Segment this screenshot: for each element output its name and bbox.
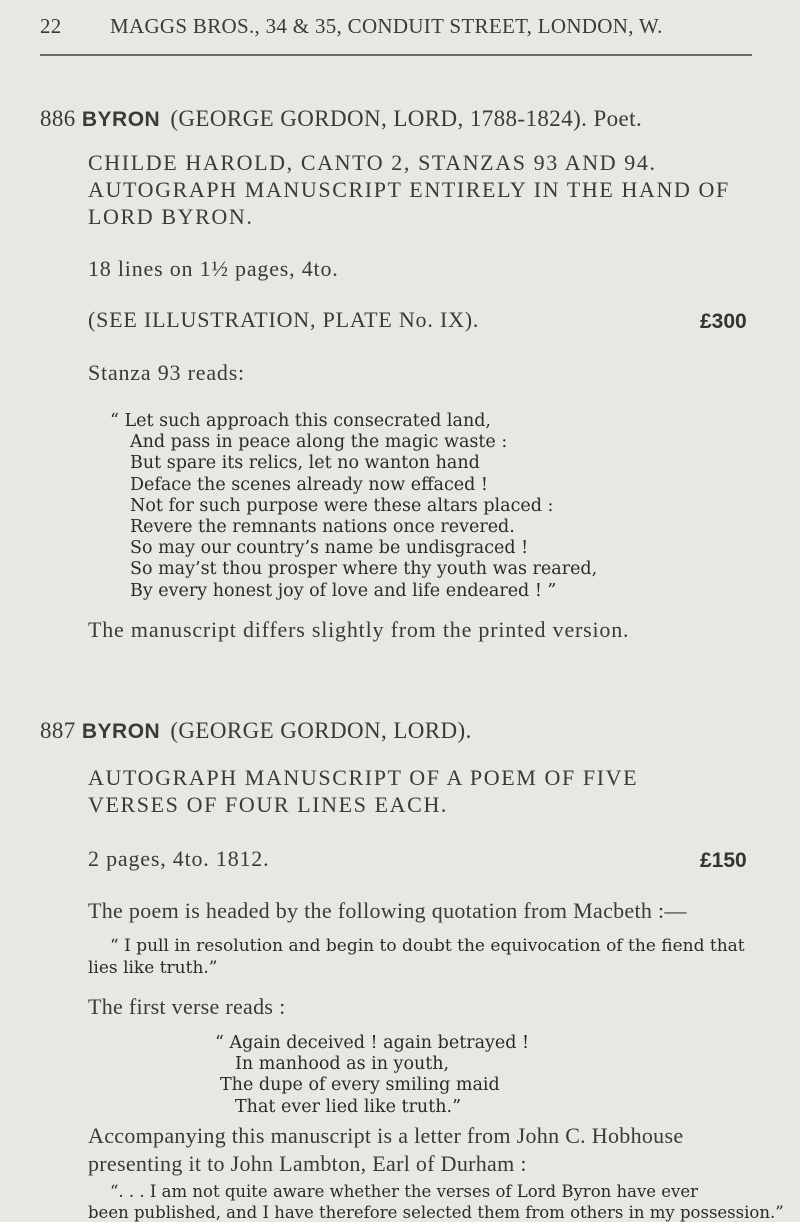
verse-line: And pass in peace along the magic waste : <box>130 432 508 453</box>
verse-line: The dupe of every smiling maid <box>220 1075 500 1096</box>
verse-line: Revere the remnants nations once revered. <box>130 517 515 538</box>
lot-886-intro: Stanza 93 reads: <box>88 360 245 385</box>
lot-887-letter-line-1: “. . . I am not quite aware whether the verses of Lord Byron have ever <box>110 1182 699 1201</box>
verse-line: In manhood as in youth, <box>235 1054 450 1075</box>
lot-886-title-line-1: CHILDE HAROLD, CANTO 2, STANZAS 93 AND 94. <box>88 150 657 175</box>
lot-886-illustration-note: (SEE ILLUSTRATION, PLATE No. IX). <box>88 307 480 332</box>
lot-887-quotation-line-2: lies like truth.” <box>88 958 218 978</box>
lot-author: BYRON <box>81 108 161 131</box>
verse-line: “ Again deceived ! again betrayed ! <box>215 1033 530 1053</box>
verse-line: Not for such purpose were these altars placed : <box>130 495 554 516</box>
running-title: MAGGS BROS., 34 & 35, CONDUIT STREET, LONDON, W. <box>110 14 663 38</box>
lot-886-verse <box>110 411 597 602</box>
lot-887-collation: 2 pages, 4to. 1812. <box>88 846 270 871</box>
lot-887-letter-intro-line-2: presenting it to John Lambton, Earl of Durham : <box>88 1151 527 1176</box>
verse-line: That ever lied like truth.” <box>235 1096 462 1117</box>
verse-line: So may’st thou prosper where thy youth was reared, <box>130 559 598 580</box>
lot-887-letter-intro-line-1: Accompanying this manuscript is a letter from John C. Hobhouse <box>88 1123 684 1148</box>
verse-line: “ Let such approach this consecrated land, <box>110 411 491 431</box>
verse-line: By every honest joy of love and life endeared ! ” <box>130 580 557 601</box>
lot-author: BYRON <box>81 720 161 743</box>
lot-886-heading <box>40 106 642 132</box>
page-number: 22 <box>40 14 62 38</box>
verse-line: But spare its relics, let no wanton hand <box>130 453 480 474</box>
verse-line: Deface the scenes already now effaced ! <box>130 474 488 495</box>
lot-number: 887 <box>40 718 76 743</box>
lot-887-first-verse-intro: The first verse reads : <box>88 994 286 1019</box>
lot-author-detail: (GEORGE GORDON, LORD, 1788-1824). Poet. <box>170 106 643 131</box>
lot-887-quotation-intro: The poem is headed by the following quotation from Macbeth :— <box>88 898 687 923</box>
lot-886-price: £300 <box>700 310 747 333</box>
lot-887-letter-line-2: been published, and I have therefore selected them from others in my possession.” <box>88 1203 784 1222</box>
verse-line: So may our country’s name be undisgraced ! <box>130 538 529 559</box>
lot-887-price: £150 <box>700 849 747 872</box>
lot-886-title-line-3: LORD BYRON. <box>88 204 254 229</box>
lot-887-heading <box>40 718 472 744</box>
lot-887-quotation-line-1: “ I pull in resolution and begin to doubt the equivocation of the fiend that <box>110 936 745 956</box>
lot-887-title-line-1: AUTOGRAPH MANUSCRIPT OF A POEM OF FIVE <box>88 765 639 790</box>
lot-887-verse <box>215 1033 529 1118</box>
lot-number: 886 <box>40 106 76 131</box>
header-rule <box>40 54 752 56</box>
lot-author-detail: (GEORGE GORDON, LORD). <box>170 718 472 743</box>
lot-886-note: The manuscript differs slightly from the printed version. <box>88 617 630 642</box>
lot-887-title-line-2: VERSES OF FOUR LINES EACH. <box>88 792 449 817</box>
lot-886-collation: 18 lines on 1½ pages, 4to. <box>88 256 339 281</box>
lot-886-title-line-2: AUTOGRAPH MANUSCRIPT ENTIRELY IN THE HAND OF <box>88 177 730 202</box>
